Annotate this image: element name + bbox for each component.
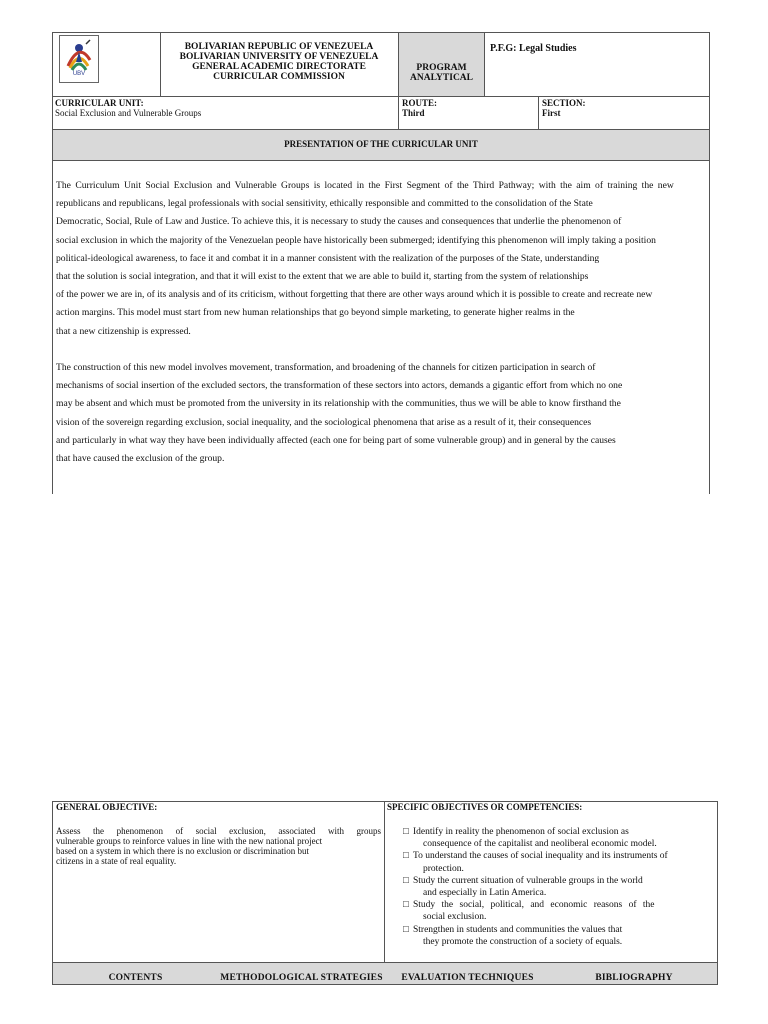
logo-text: UBV <box>72 71 86 77</box>
list-item-text: consequence of the capitalist and neoliberal economic model. <box>423 839 657 850</box>
institution-line: CURRICULAR COMMISSION <box>213 72 345 82</box>
route-cell <box>402 98 532 118</box>
paragraph-line: Democratic, Social, Rule of Law and Justice. To achieve this, it is necessary to study the causes and consequences that underlie the phenomenon of <box>56 216 622 228</box>
list-item-text: they promote the construction of a society of equals. <box>423 936 623 947</box>
specific-objectives-list <box>403 826 693 948</box>
paragraph-line: vision of the sovereign regarding exclusion, social inequality, and the sociological phenomena that arise as a result of it, their consequences <box>56 416 592 428</box>
paragraph-line: republicans and republicans, legal professionals with social sensitivity, ethically responsible and committed to the consolidation of the State <box>56 198 593 210</box>
general-objective-line: citizens in a state of real equality. <box>56 856 177 866</box>
route-value: Third <box>402 108 425 118</box>
general-objective-line: vulnerable groups to reinforce values in line with the new national project <box>56 836 323 846</box>
paragraph-line: and particularly in what way they have been individually affected (each one for being part of some vulnerable group) and in general by the causes <box>56 434 616 446</box>
paragraph-line: mechanisms of social insertion of the excluded sectors, the transformation of these sectors into actors, demands a gigantic effort from which no one <box>56 380 623 392</box>
list-item-text: Study the social, political, and economic reasons of the <box>413 900 655 911</box>
institution-line: BOLIVARIAN UNIVERSITY OF VENEZUELA <box>179 52 379 62</box>
general-objective-line: Assess the phenomenon of social exclusion, associated with groups <box>56 826 381 836</box>
paragraph-line: The Curriculum Unit Social Exclusion and Vulnerable Groups is located in the First Segment of the Third Pathway; with the aim of training the new <box>56 180 674 191</box>
presentation-paragraph-1 <box>56 177 768 341</box>
bullet-icon: □ <box>403 851 409 862</box>
bullet-icon: □ <box>403 827 409 837</box>
paragraph-line: The construction of this new model involves movement, transformation, and broadening of the channels for citizen participation in search of <box>56 362 596 373</box>
bullet-icon: □ <box>403 900 409 911</box>
general-objective-text <box>56 826 381 866</box>
list-item-text: and especially in Latin America. <box>423 888 547 899</box>
general-objective-line: based on a system in which there is no exclusion or discrimination but <box>56 846 309 856</box>
specific-objectives-label: SPECIFIC OBJECTIVES OR COMPETENCIES: <box>387 802 583 812</box>
list-item-text: Identify in reality the phenomenon of social exclusion as <box>413 827 629 837</box>
contents-header: CONTENTS <box>108 973 163 983</box>
paragraph-line: that have caused the exclusion of the group. <box>56 452 225 464</box>
presentation-paragraph-2 <box>56 359 708 468</box>
list-item-text: social exclusion. <box>423 912 487 923</box>
list-item <box>403 850 693 874</box>
pfg-label: P.F.G: Legal Studies <box>490 43 577 54</box>
paragraph-line: social exclusion in which the majority of the Venezuelan people have historically been submerged; identifying this phenomenon will imply taking a position <box>56 234 656 246</box>
paragraph-line: that the solution is social integration, and that it will exist to the extent that we are able to build it, starting from the system of relationships <box>56 270 589 282</box>
paragraph-line: that a new citizenship is expressed. <box>56 325 191 337</box>
list-item <box>403 924 693 948</box>
curricular-unit-label: CURRICULAR UNIT: <box>55 98 144 108</box>
list-item <box>403 875 693 899</box>
general-objective-label: GENERAL OBJECTIVE: <box>56 802 158 812</box>
institution-line: GENERAL ACADEMIC DIRECTORATE <box>192 62 366 72</box>
list-item <box>403 899 693 923</box>
list-item-text: Strengthen in students and communities the values that <box>413 924 623 935</box>
methodological-strategies-header: METHODOLOGICAL STRATEGIES <box>220 973 383 983</box>
paragraph-line: political-ideological awareness, to face it and combat it in a manner consistent with the realization of the purposes of the State, understanding <box>56 252 600 264</box>
presentation-title: PRESENTATION OF THE CURRICULAR UNIT <box>284 139 478 149</box>
list-item-text: To understand the causes of social inequality and its instruments of <box>413 851 668 862</box>
institution-line: BOLIVARIAN REPUBLIC OF VENEZUELA <box>184 42 374 52</box>
section-cell <box>542 98 702 118</box>
route-label: ROUTE: <box>402 98 438 108</box>
curricular-unit-cell <box>55 98 395 118</box>
program-line: PROGRAM <box>416 63 467 73</box>
list-item <box>403 826 693 850</box>
list-item-text: Study the current situation of vulnerable groups in the world <box>413 875 643 886</box>
section-label: SECTION: <box>542 98 586 108</box>
bullet-icon: □ <box>403 924 409 935</box>
curricular-unit-value: Social Exclusion and Vulnerable Groups <box>55 108 202 118</box>
logo <box>59 35 99 83</box>
evaluation-techniques-header: EVALUATION TECHNIQUES <box>401 973 534 983</box>
institution-block <box>161 42 397 82</box>
paragraph-line: of the power we are in, of its analysis and of its criticism, without forgetting that there are other ways around which it is possible to create and recreate new <box>56 289 653 301</box>
program-label <box>399 63 484 83</box>
paragraph-line: action margins. This model must start from new human relationships that go beyond simple marketing, to generate higher realms in the <box>56 307 575 319</box>
list-item-text: protection. <box>423 863 464 874</box>
bibliography-header: BIBLIOGRAPHY <box>595 973 673 983</box>
program-line: ANALYTICAL <box>410 73 473 83</box>
section-value: First <box>542 108 561 118</box>
bullet-icon: □ <box>403 875 409 886</box>
paragraph-line: may be absent and which must be promoted from the university in its relationship with the communities, thus we will be able to know firsthand the <box>56 398 621 410</box>
